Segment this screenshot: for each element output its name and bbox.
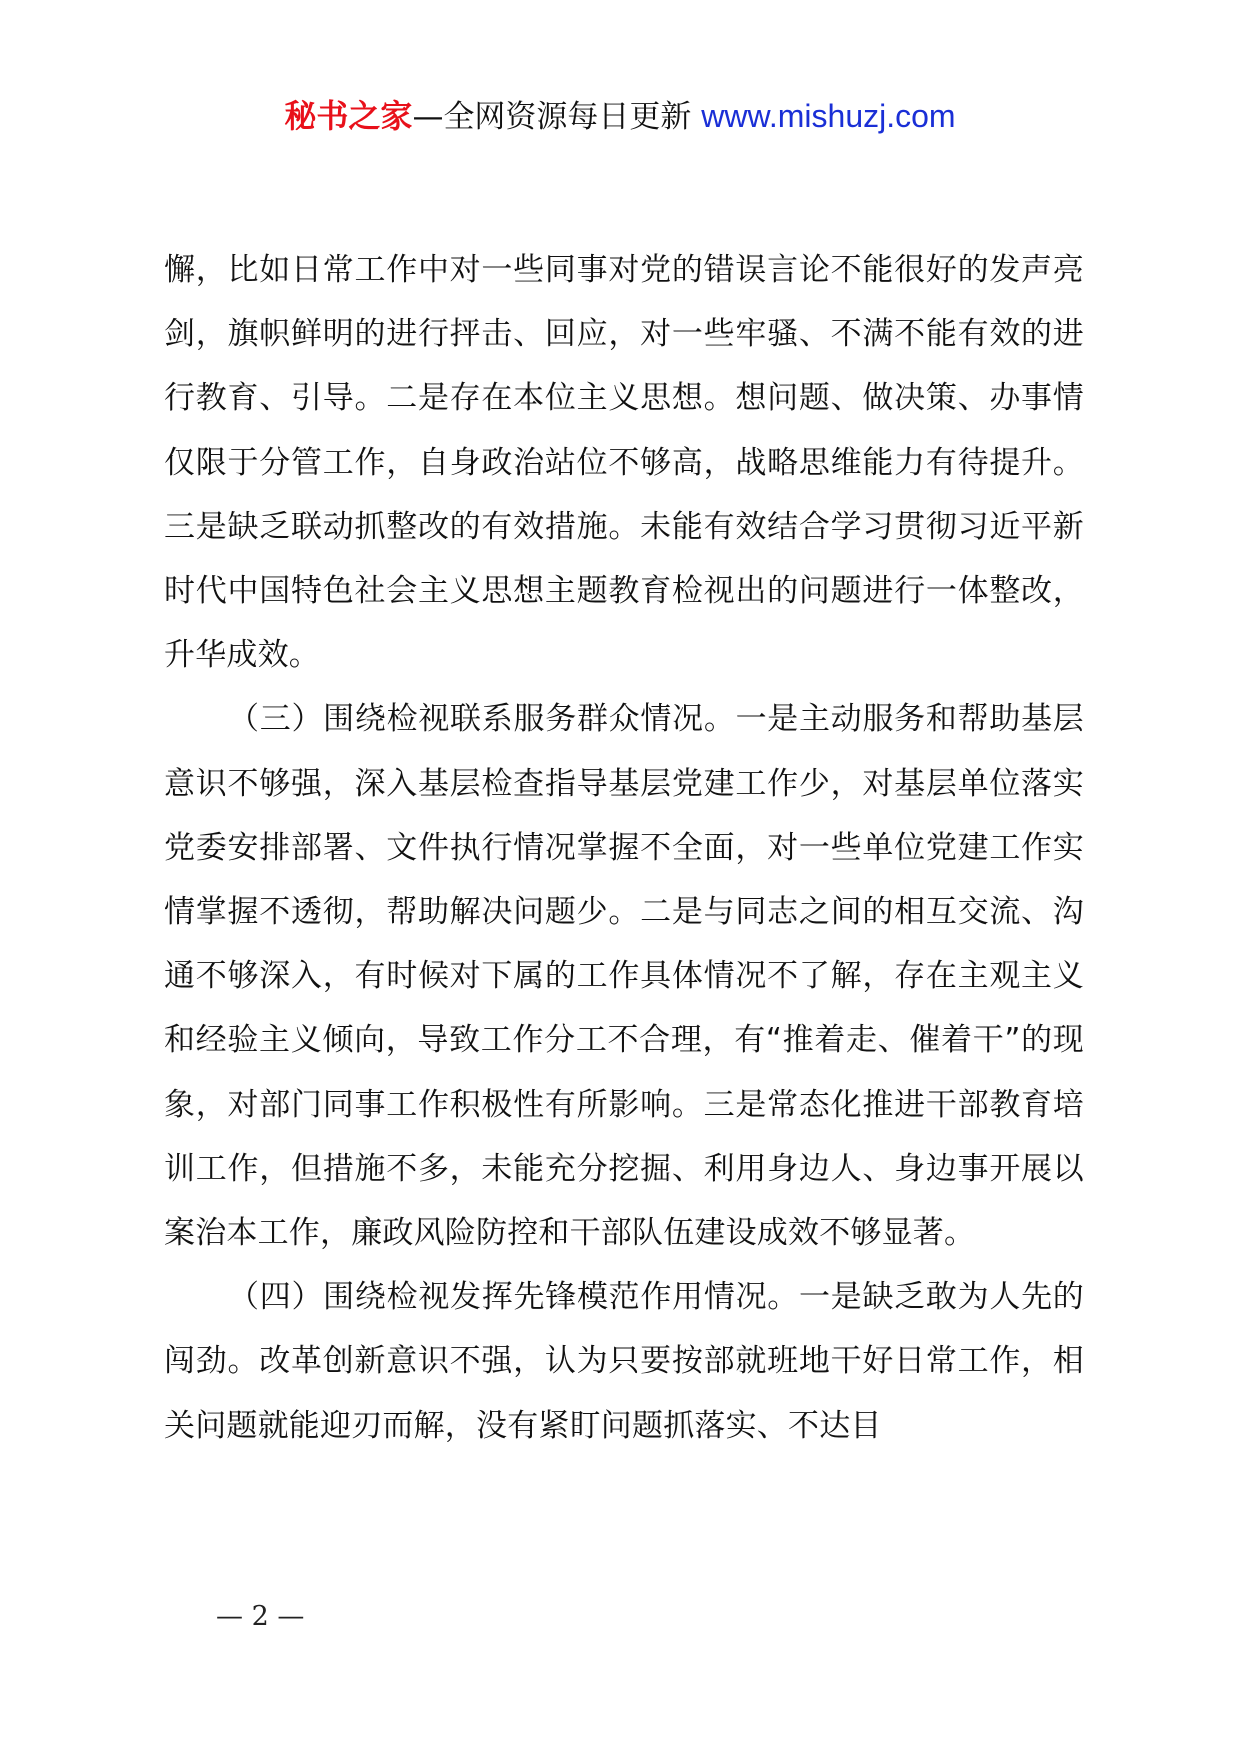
page-header <box>0 96 1240 137</box>
paragraph-section-4: （四）围绕检视发挥先锋模范作用情况。一是缺乏敢为人先的闯劲。改革创新意识不强，认为只要按部就班地干好日常工作，相关问题就能迎刃而解，没有紧盯问题抓落实、不达目 <box>164 1279 1084 1444</box>
header-url-link[interactable]: www.mishuzj.com <box>701 98 956 134</box>
page-number: — 2 — <box>216 1601 305 1632</box>
header-brand: 秘书之家 <box>284 97 413 135</box>
header-tagline: —全网资源每日更新 <box>412 99 692 135</box>
document-body <box>164 238 1084 1458</box>
paragraph-section-3: （三）围绕检视联系服务群众情况。一是主动服务和帮助基层意识不够强，深入基层检查指导基层党建工作少，对基层单位落实党委安排部署、文件执行情况掌握不全面，对一些单位党建工作实情掌握不透彻，帮助解决问题少。二是与同志之间的相互交流、沟通不够深入，有时候对下属的工作具体情况不了解，存在主观主义和经验主义倾向，导致工作分工不合理，有“推着走、催着干”的现象，对部门同事工作积极性有所影响。三是常态化推进干部教育培训工作，但措施不多，未能充分挖掘、利用身边人、身边事开展以案治本工作，廉政风险防控和干部队伍建设成效不够显著。 <box>164 701 1084 1252</box>
paragraph-continued: 懈，比如日常工作中对一些同事对党的错误言论不能很好的发声亮剑，旗帜鲜明的进行抨击、回应，对一些牢骚、不满不能有效的进行教育、引导。二是存在本位主义思想。想问题、做决策、办事情仅限于分管工作，自身政治站位不够高，战略思维能力有待提升。三是缺乏联动抓整改的有效措施。未能有效结合学习贯彻习近平新时代中国特色社会主义思想主题教育检视出的问题进行一体整改，升华成效。 <box>164 252 1084 674</box>
